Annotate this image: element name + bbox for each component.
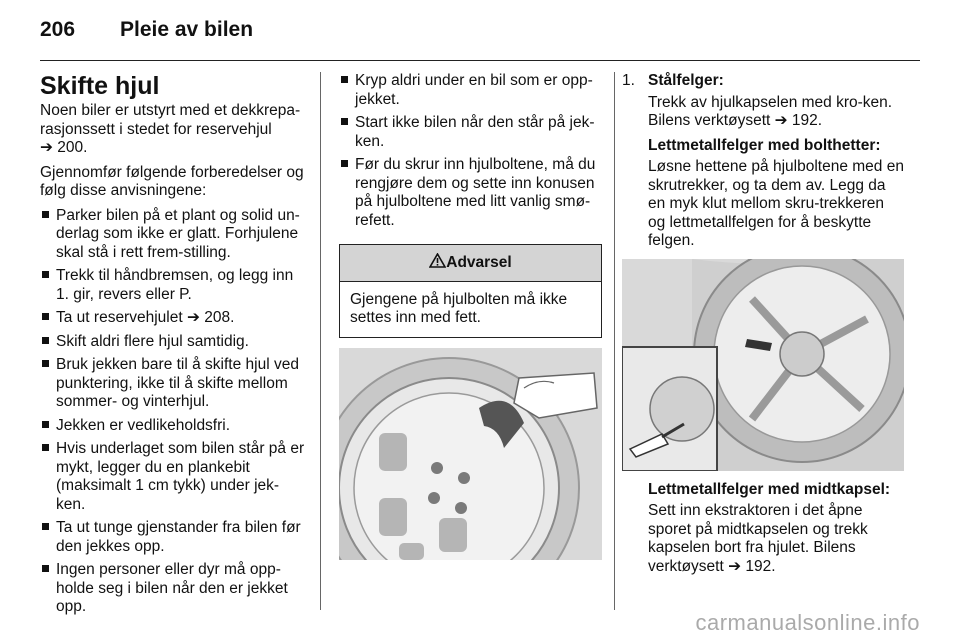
list-item: Jekken er vedlikeholdsfri. (40, 417, 308, 436)
warning-text: Gjengene på hjulbolten må ikke settes inn med fett. (350, 290, 568, 326)
section-heading: Skifte hjul (40, 72, 160, 100)
warning-triangle-icon (429, 253, 446, 268)
list-item: Kryp aldri under en bil som er opp-jekket. (339, 72, 602, 109)
warning-header (340, 245, 601, 282)
instructions-paragraph: Gjennomfør følgende forberedelser og følg disse anvisningene: (40, 163, 304, 199)
steel-rim-text: Trekk av hjulkapselen med kro-ken. Bilens verktøysett ➔ 192. (648, 93, 893, 129)
alloy-center-cap-title: Lettmetallfelger med midtkapsel: (648, 480, 891, 498)
alloy-center-cap-section (622, 481, 904, 577)
page-reference: ➔ 200. (40, 139, 88, 156)
alloy-bolt-cap-title: Lettmetallfelger med bolthetter: (648, 136, 881, 154)
list-item: Ta ut reservehjulet ➔ 208. (40, 309, 308, 328)
list-item: Før du skrur inn hjulboltene, må du rengjøre dem og sette inn konusen på hjulboltene med litt vanlig smø-refett. (339, 156, 602, 230)
column-2 (339, 72, 602, 560)
hubcap-removal-illustration (339, 348, 602, 560)
alloy-bolt-cap-text: Løsne hettene på hjulboltene med en skrutrekker, og ta dem av. Legg da en myk klut mellom skru-trekkeren og lettmetallfelgen for å beskytte felgen. (648, 158, 904, 249)
warning-title: Advarsel (446, 254, 512, 271)
list-item: Ingen personer eller dyr må opp-holde seg i bilen når den er jekket opp. (40, 561, 308, 617)
chapter-title: Pleie av bilen (120, 18, 254, 41)
page-header (40, 18, 253, 48)
intro-paragraph: Noen biler er utstyrt med et dekkrepa-rasjonssett i stedet for reservehjul ➔ 200. (40, 102, 301, 156)
column-1 (40, 72, 308, 622)
step-title: Stålfelger: (648, 72, 724, 89)
list-item: Parker bilen på et plant og solid un-derlag som ikke er glatt. Forhjulene skal stå i rett frem-stilling. (40, 207, 308, 263)
list-item: Ta ut tunge gjenstander fra bilen før den jekkes opp. (40, 519, 308, 556)
list-item: Start ikke bilen når den står på jek-ken. (339, 114, 602, 151)
column-divider (320, 72, 321, 610)
precaution-list (40, 207, 308, 617)
header-rule (40, 60, 920, 61)
column-3 (622, 72, 904, 582)
page-number: 206 (40, 18, 76, 41)
watermark: carmanualsonline.info (695, 610, 920, 635)
column-divider (614, 72, 615, 610)
list-item: Bruk jekken bare til å skifte hjul ved punktering, ikke til å skifte mellom sommer- og vinterhjul. (40, 356, 308, 412)
list-item: Hvis underlaget som bilen står på er mykt, legger du en plankebit (maksimalt 1 cm tykk) under jek-ken. (40, 440, 308, 514)
bolt-cap-removal-illustration (622, 259, 904, 471)
precaution-list (339, 72, 602, 230)
step-number: 1. (622, 72, 635, 89)
step-1 (622, 72, 904, 251)
list-item: Trekk til håndbremsen, og legg inn 1. gir, revers eller P. (40, 267, 308, 304)
list-item: Skift aldri flere hjul samtidig. (40, 333, 308, 352)
alloy-center-cap-text: Sett inn ekstraktoren i det åpne sporet på midtkapselen og trekk kapselen bort fra hjulet. Bilens verktøysett ➔ 192. (648, 502, 868, 575)
warning-box (339, 244, 602, 338)
